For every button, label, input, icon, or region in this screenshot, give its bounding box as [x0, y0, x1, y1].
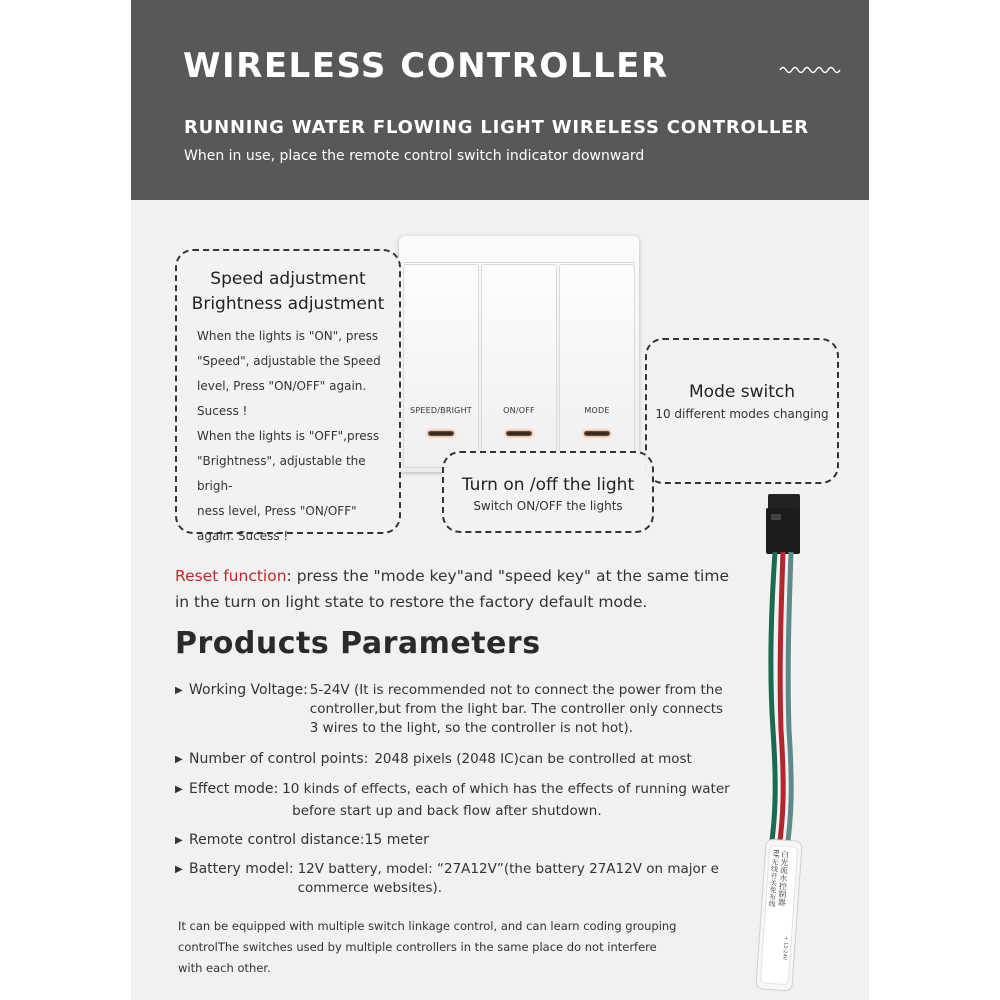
onoff-callout-body: Switch ON/OFF the lights — [473, 499, 623, 513]
mode-callout-body: 10 different modes changing — [655, 407, 829, 421]
footer-note — [178, 916, 758, 979]
param-line: 5-24V (It is recommended not to connect the power from the — [309, 682, 723, 698]
param-value — [282, 780, 730, 821]
param-item-voltage — [175, 681, 723, 738]
page-title: WIRELESS CONTROLLER — [183, 46, 669, 86]
speed-line: ness level, Press "ON/OFF" — [197, 504, 357, 518]
wall-switch — [399, 236, 639, 472]
param-label: Working Voltage: — [189, 682, 308, 698]
speed-line: Sucess ! — [197, 404, 248, 418]
param-item-effect-mode — [175, 780, 730, 821]
param-label: Remote control distance: — [189, 832, 365, 848]
onoff-callout — [442, 451, 654, 533]
module-text-1: 白光流水控制器 — [776, 849, 790, 907]
param-line: 15 meter — [364, 832, 429, 848]
speed-callout-body — [177, 324, 399, 549]
switch-divider — [403, 262, 635, 263]
mode-callout — [645, 338, 839, 484]
reset-function — [175, 563, 795, 615]
module-text-2: RF无线开关免布线 — [767, 849, 780, 908]
on-off-label: ON/OFF — [503, 406, 535, 415]
param-item-control-points — [175, 750, 692, 769]
mode-key[interactable] — [559, 264, 635, 468]
params-title: Products Parameters — [175, 626, 541, 661]
speed-line: "Speed", adjustable the Speed — [197, 354, 381, 368]
mode-callout-title: Mode switch — [689, 382, 795, 402]
footer-line: controlThe switches used by multiple controllers in the same place do not interfere — [178, 940, 657, 954]
speed-bright-led — [428, 431, 454, 436]
onoff-callout-title: Turn on /off the light — [461, 475, 635, 495]
speed-line: When the lights is "OFF",press — [197, 429, 380, 443]
param-value — [310, 681, 723, 738]
module-pin-label: + 12-24V — [781, 936, 789, 961]
product-panel — [131, 0, 869, 1000]
param-line: commerce websites). — [297, 880, 443, 896]
param-line: 10 kinds of effects, each of which has the effects of running water — [282, 781, 730, 797]
reset-text-2: in the turn on light state to restore the factory default mode. — [175, 593, 648, 611]
wave-icon — [779, 62, 841, 76]
speed-line: When the lights is "ON", press — [197, 329, 379, 343]
reset-line-1 — [175, 563, 795, 589]
param-value — [365, 831, 429, 850]
on-off-led — [506, 431, 532, 436]
param-line: 2048 pixels (2048 IC)can be controlled at most — [374, 751, 692, 767]
usage-note: When in use, place the remote control switch indicator downward — [184, 148, 645, 164]
bullet-arrow-icon: ▶ — [175, 754, 183, 765]
bullet-arrow-icon: ▶ — [175, 864, 183, 875]
speed-line: again. Sucess ! — [197, 529, 289, 543]
bullet-arrow-icon: ▶ — [175, 685, 183, 696]
param-label: Effect mode: — [189, 781, 279, 797]
footer-line: with each other. — [178, 961, 271, 975]
param-item-distance — [175, 831, 429, 850]
mode-label: MODE — [584, 406, 610, 415]
param-label: Battery model: — [189, 861, 294, 877]
speed-bright-label: SPEED/BRIGHT — [410, 406, 472, 415]
on-off-key[interactable] — [481, 264, 557, 468]
footer-line: It can be equipped with multiple switch linkage control, and can learn coding grouping — [178, 919, 677, 933]
mode-led — [584, 431, 610, 436]
speed-callout — [175, 249, 401, 543]
bullet-arrow-icon: ▶ — [175, 784, 183, 795]
page-subtitle: RUNNING WATER FLOWING LIGHT WIRELESS CONTROLLER — [184, 117, 809, 138]
param-line: before start up and back flow after shutdown. — [292, 803, 602, 819]
param-line: 3 wires to the light, so the controller is not hot). — [309, 720, 633, 736]
speed-line: "Brightness", adjustable the brigh- — [197, 454, 366, 493]
reset-text-1: : press the "mode key"and "speed key" at the same time — [286, 567, 730, 585]
reset-label: Reset function — [175, 567, 287, 585]
param-value — [374, 750, 692, 769]
brightness-callout-title: Brightness adjustment — [191, 294, 385, 314]
param-value — [298, 860, 719, 898]
param-item-battery — [175, 860, 719, 898]
param-line: 12V battery, model: “27A12V”(the battery 27A12V on major e — [297, 861, 719, 877]
bullet-arrow-icon: ▶ — [175, 835, 183, 846]
speed-callout-title: Speed adjustment — [210, 269, 366, 289]
param-line: controller,but from the light bar. The controller only connects — [309, 701, 724, 717]
header-banner — [131, 0, 869, 200]
param-label: Number of control points: — [189, 751, 369, 767]
speed-bright-key[interactable] — [403, 264, 479, 468]
speed-line: level, Press "ON/OFF" again. — [197, 379, 367, 393]
